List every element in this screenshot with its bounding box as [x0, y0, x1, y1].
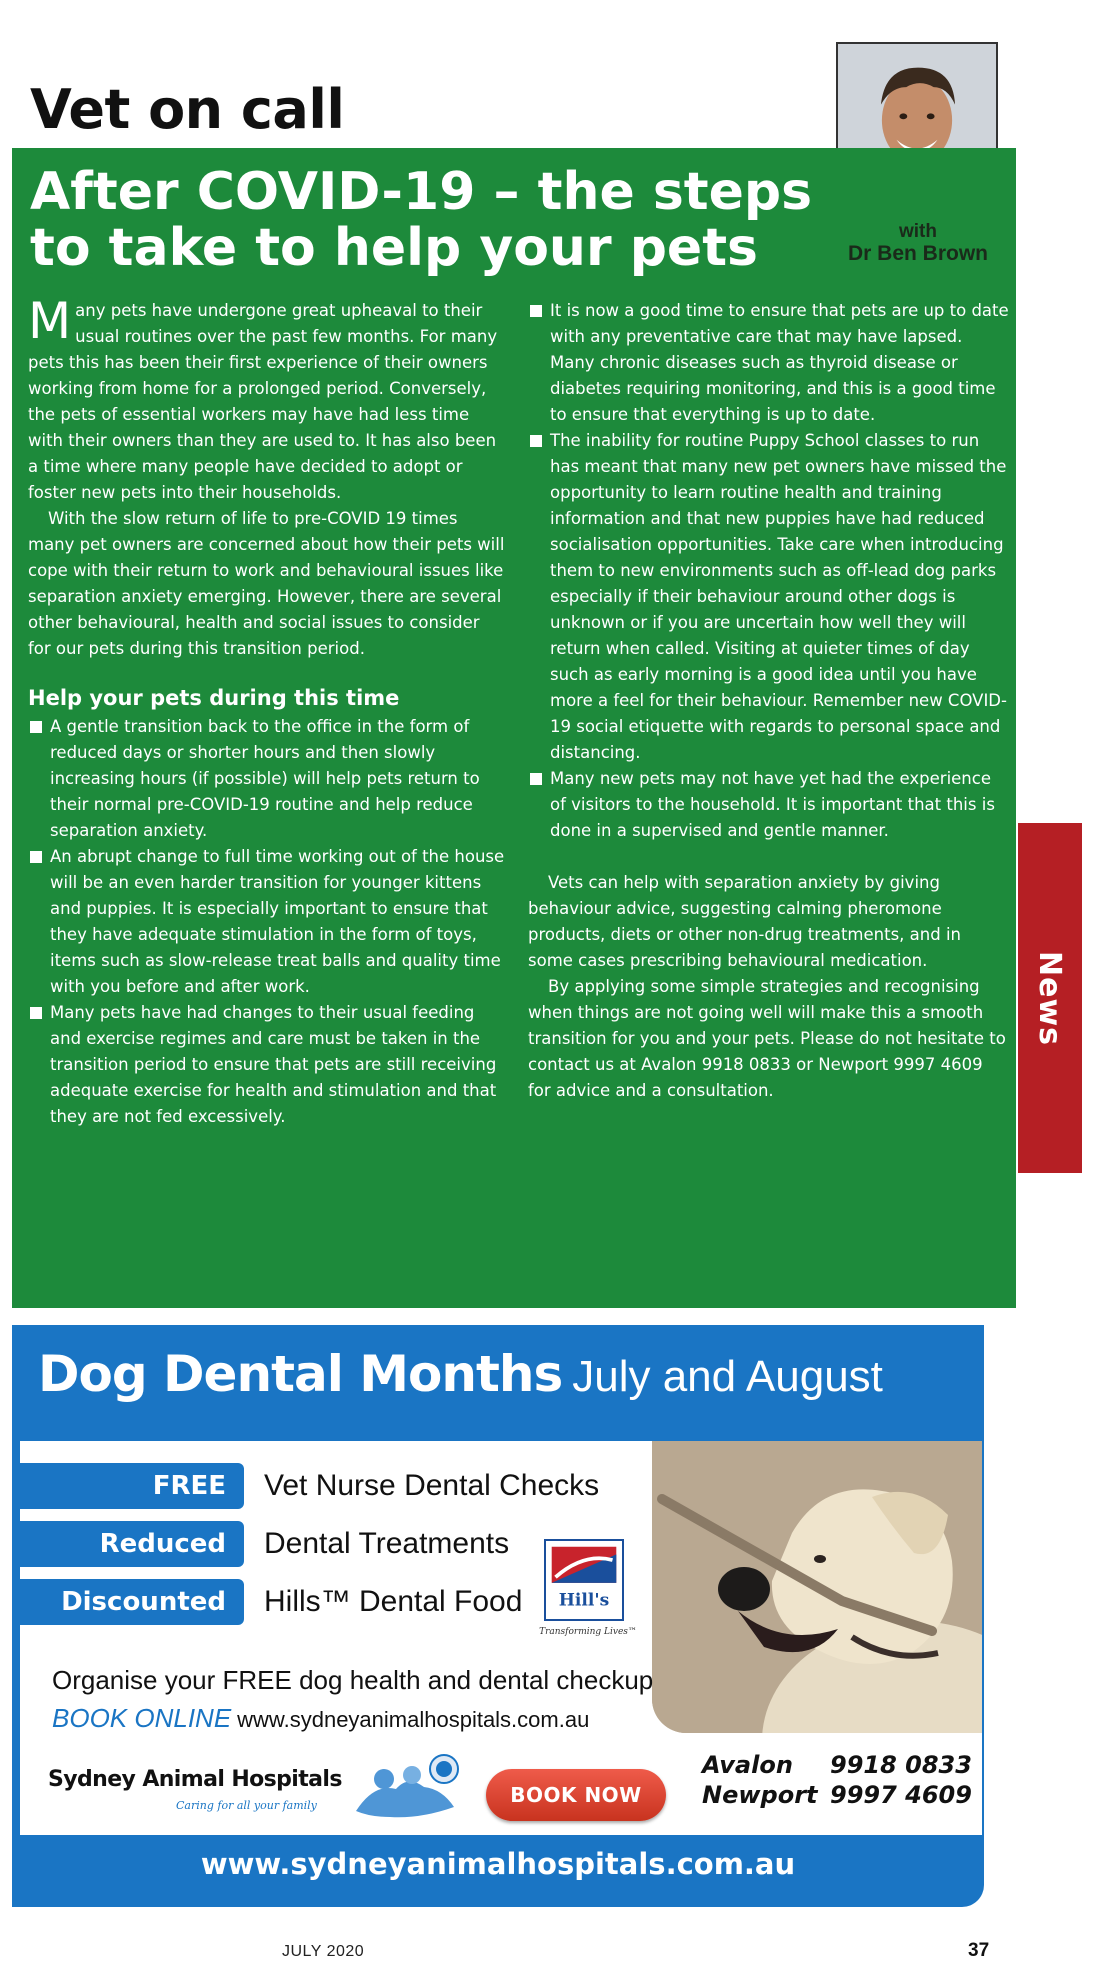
offer-row: [20, 1579, 522, 1625]
offer-text: Dental Treatments: [264, 1527, 510, 1560]
hills-logo-icon: [544, 1539, 624, 1621]
page-number: 37: [968, 1940, 990, 1961]
offer-row: [20, 1521, 509, 1567]
book-online-url-link[interactable]: www.sydneyanimalhospitals.com.au: [237, 1707, 590, 1732]
offer-text: Vet Nurse Dental Checks: [264, 1469, 600, 1502]
contact-location: Newport: [702, 1781, 818, 1809]
news-tab-label: News: [1032, 950, 1068, 1046]
news-section-tab: [1018, 823, 1082, 1173]
brand-name: Sydney Animal Hospitals: [48, 1767, 342, 1792]
intro-text: any pets have undergone great upheaval to their usual routines over the past few months. For many pets this has been their first experience of their owners working from home for a prolonged period. Conversely, the pets of essential workers may have had less time with their owners than they are used to. It has also been a time where many people have decided to adopt or foster new pets into their households.: [28, 301, 498, 502]
article-subheading: Help your pets during this time: [28, 686, 400, 710]
ad-title: [38, 1345, 883, 1403]
article-headline: After COVID-19 – the steps to take to help your pets: [30, 162, 813, 278]
contact-phone: 9918 0833: [830, 1751, 972, 1779]
dog-photo: [652, 1441, 982, 1733]
ad-content-box: [20, 1441, 982, 1835]
dental-advertisement: [12, 1325, 984, 1907]
byline: [818, 222, 1018, 266]
bullet-list-right: [528, 298, 1010, 844]
article-column-right: [528, 298, 1010, 1104]
bullet-item: Many new pets may not have yet had the experience of visitors to the household. It is important that this is done in a supervised and gentle manner.: [528, 766, 1010, 844]
sah-logo-icon: [350, 1753, 468, 1823]
dog-with-stick-icon: [652, 1441, 982, 1733]
byline-author-name: Dr Ben Brown: [847, 242, 988, 265]
bullet-item: Many pets have had changes to their usual feeding and exercise regimes and care must be taken in the transition period to ensure that pets are still receiving adequate exercise for health and stimulation and that they are not fed excessively.: [28, 1000, 506, 1130]
ad-title-months: July and August: [572, 1352, 883, 1401]
brand-tagline: Caring for all your family: [176, 1799, 317, 1812]
organise-checkup-text: Organise your FREE dog health and dental checkup: [52, 1665, 654, 1695]
offer-badge: Reduced: [20, 1521, 244, 1567]
bullet-item: An abrupt change to full time working out of the house will be an even harder transition for younger kittens and puppies. It is especially important to ensure that they have adequate stimulation in the form of toys, items such as slow-release treat balls and quality time with you before and after work.: [28, 844, 506, 1000]
ad-title-main: Dog Dental Months: [38, 1345, 563, 1403]
hills-logo-text: Hill's: [558, 1590, 610, 1611]
intro-paragraph-2: With the slow return of life to pre-COVID 19 times many pet owners are concerned about how their pets will cope with their return to work and behavioural issues like separation anxiety emerging. However, there are several other behavioural, health and social issues to consider for our pets during this transition period.: [28, 509, 505, 658]
contact-location: Avalon: [702, 1751, 793, 1779]
book-now-button[interactable]: BOOK NOW: [486, 1769, 666, 1821]
closing-paragraph: Vets can help with separation anxiety by giving behaviour advice, suggesting calming pheromone products, diets or other non-drug treatments, and in some cases prescribing behavioural medication.: [528, 873, 961, 970]
ad-footer-url-link[interactable]: www.sydneyanimalhospitals.com.au: [200, 1847, 796, 1881]
offer-text: Hills™ Dental Food: [264, 1585, 523, 1618]
book-online-line: [52, 1703, 589, 1734]
article-column-left: [28, 292, 506, 1130]
section-title: Vet on call: [30, 78, 345, 141]
closing-paragraph-2: By applying some simple strategies and recognising when things are not going well will make this a smooth transition for you and your pets. Please do not hesitate to contact us at Avalon 9918 0833 or Newport 9997 4609 for advice and a consultation.: [528, 977, 1006, 1100]
offer-row: [20, 1463, 599, 1509]
book-online-label: BOOK ONLINE: [52, 1703, 232, 1733]
article-panel: [12, 148, 1016, 1308]
bullet-item: A gentle transition back to the office in the form of reduced days or shorter hours and then slowly increasing hours (if possible) will help pets return to their normal pre-COVID-19 routine and help reduce separation anxiety.: [28, 714, 506, 844]
contact-phone: 9997 4609: [830, 1781, 972, 1809]
drop-cap: M: [28, 292, 72, 350]
offer-badge: Discounted: [20, 1579, 244, 1625]
byline-with: with: [899, 221, 937, 242]
offer-badge: FREE: [20, 1463, 244, 1509]
bullet-item: The inability for routine Puppy School classes to run has meant that many new pet owners have missed the opportunity to learn routine health and training information and that new puppies have had reduced socialisation opportunities. Take care when introducing them to new environments such as off-lead dog parks especially if their behaviour around other dogs is unknown or if you are uncertain how well they will return when called. Visiting at quieter times of day such as early morning is a good idea until you have more a feel for their behaviour. Remember new COVID-19 social etiquette with regards to personal space and distancing.: [528, 428, 1010, 766]
bullet-list-left: [28, 714, 506, 1130]
intro-paragraph: [28, 292, 506, 506]
bullet-item: It is now a good time to ensure that pets are up to date with any preventative care that may have lapsed. Many chronic diseases such as thyroid disease or diabetes requiring monitoring, and this is a good time to ensure that everything is up to date.: [528, 298, 1010, 428]
hills-tagline: Transforming Lives™: [539, 1627, 637, 1637]
issue-date: JULY 2020: [282, 1943, 365, 1960]
